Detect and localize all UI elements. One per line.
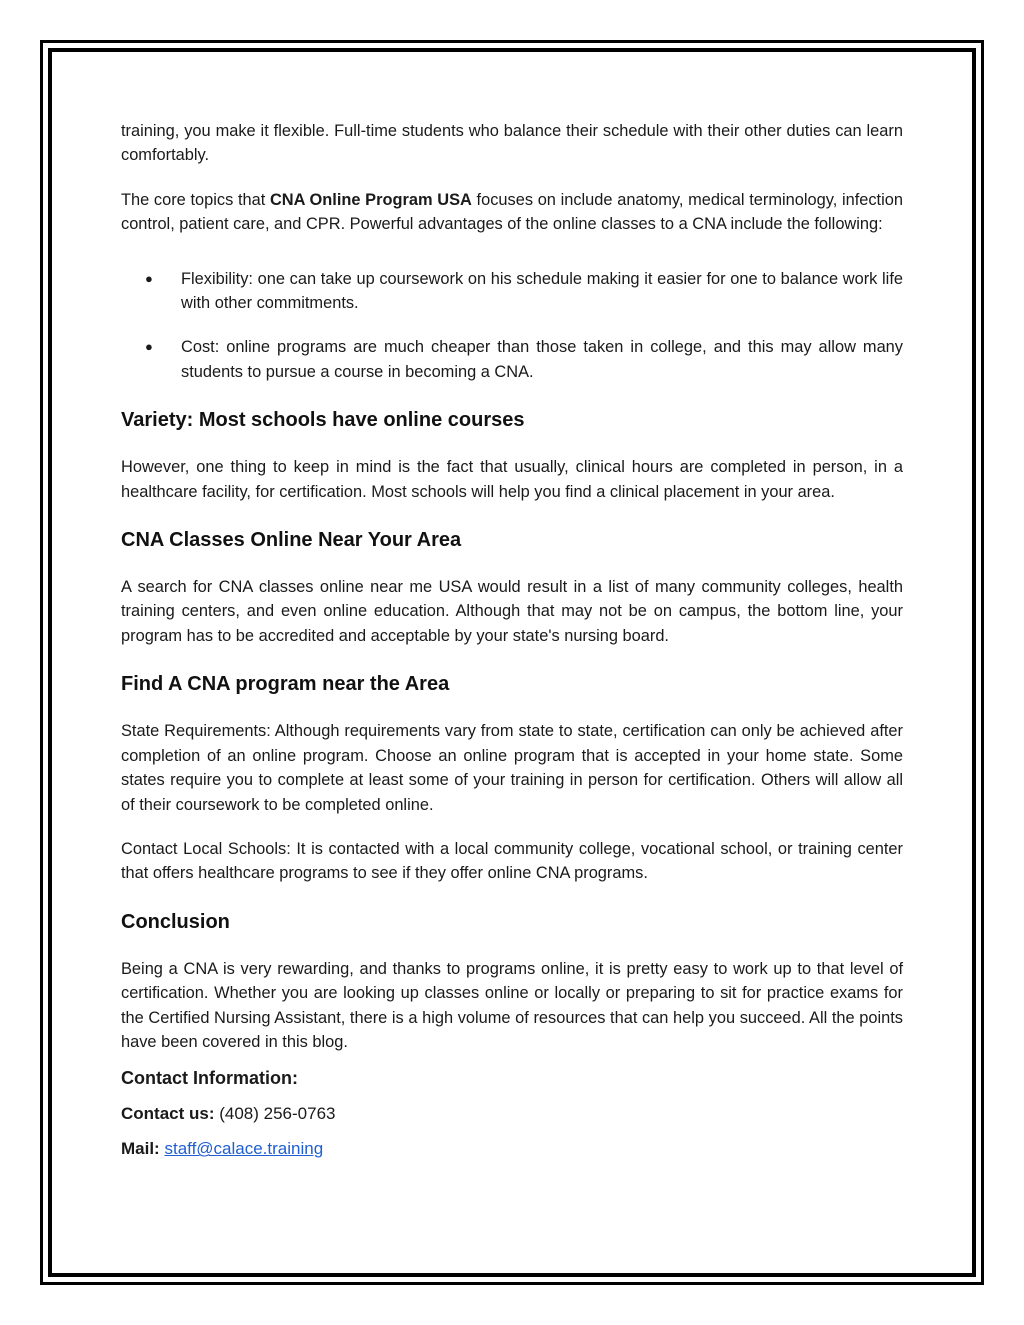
variety-heading: Variety: Most schools have online courses xyxy=(121,409,525,432)
document-body xyxy=(121,119,903,1172)
contact-email-link[interactable]: staff@calace.training xyxy=(164,1139,324,1159)
core-topics-suffix: focuses on include anatomy, medical terminology, infection control, patient care, and CPR. Powerful advantages of the online classes to a CNA include the following: xyxy=(121,190,903,234)
intro-continuation-paragraph: training, you make it flexible. Full-time students who balance their schedule with their other duties can learn comfortably. xyxy=(121,122,903,165)
contact-mail-line xyxy=(121,1137,903,1161)
variety-paragraph: However, one thing to keep in mind is the fact that usually, clinical hours are completed in person, in a healthcare facility, for certification. Most schools will help you find a clinical placement in your area. xyxy=(121,458,903,501)
core-topics-paragraph xyxy=(121,188,903,237)
core-topics-prefix: The core topics that xyxy=(121,190,270,209)
classes-near-heading: CNA Classes Online Near Your Area xyxy=(121,529,462,552)
advantages-list xyxy=(121,267,903,385)
classes-near-paragraph: A search for CNA classes online near me USA would result in a list of many community colleges, health training centers, and even online education. Although that may not be on campus, the bottom line, your program has to be accredited and acceptable by your state's nursing board. xyxy=(121,578,903,645)
conclusion-paragraph: Being a CNA is very rewarding, and thanks to programs online, it is pretty easy to work up to that level of certification. Whether you are looking up classes online or locally or preparing to sit for practice exams for the Certified Nursing Assistant, there is a high volume of resources that can help you succeed. All the points have been covered in this blog. xyxy=(121,959,903,1051)
contact-schools-paragraph: Contact Local Schools: It is contacted with a local community college, vocational school, or training center that offers healthcare programs to see if they offer online CNA programs. xyxy=(121,839,903,883)
find-program-heading: Find A CNA program near the Area xyxy=(121,673,450,696)
contact-phone-number: (408) 256-0763 xyxy=(214,1104,336,1124)
core-topics-program-name: CNA Online Program USA xyxy=(269,190,472,209)
contact-mail-label: Mail: xyxy=(121,1139,160,1159)
list-item: ● Cost: online programs are much cheaper than those taken in college, and this may allow many students to pursue a course in becoming a CNA. xyxy=(181,335,903,384)
contact-phone-line xyxy=(121,1102,903,1126)
conclusion-heading: Conclusion xyxy=(121,910,230,933)
list-item: ● Flexibility: one can take up coursework on his schedule making it easier for one to balance work life with other commitments. xyxy=(181,267,903,316)
contact-phone-label: Contact us: xyxy=(121,1104,215,1124)
state-requirements-paragraph: State Requirements: Although requirements vary from state to state, certification can only be achieved after completion of an online program. Choose an online program that is accepted in your home state. Some states require you to complete at least some of your training in person for certification. Others will allow all of their coursework to be completed online. xyxy=(121,722,903,814)
contact-info-title: Contact Information: xyxy=(121,1068,298,1089)
